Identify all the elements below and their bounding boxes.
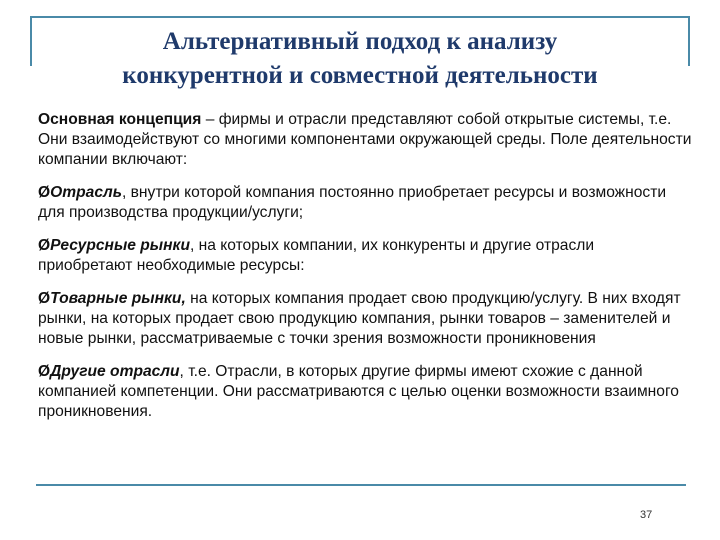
bullet-item	[38, 289, 692, 349]
slide-title-line-1: Альтернативный подход к анализу	[162, 28, 558, 55]
bullet-item	[38, 362, 692, 422]
arrow-bullet-icon: Ø	[38, 290, 51, 307]
frame-right-line	[688, 16, 690, 66]
title-frame	[0, 0, 720, 110]
slide-content	[38, 110, 692, 435]
bullet-term: Ресурсные рынки	[50, 237, 190, 254]
slide-title	[40, 25, 680, 93]
intro-term: Основная концепция	[38, 111, 202, 128]
arrow-bullet-icon: Ø	[38, 237, 51, 254]
frame-top-line	[30, 16, 690, 18]
bullet-term: Другие отрасли	[50, 363, 180, 380]
intro-paragraph	[38, 110, 692, 170]
bullet-text: , на которых компании, их конкуренты и другие отрасли приобретают необходимые ресурсы:	[38, 237, 595, 274]
arrow-bullet-icon: Ø	[38, 184, 51, 201]
intro-text: – фирмы и отрасли представляют собой открытые системы, т.е. Они взаимодействуют со многими компонентами окружающей среды. Поле деятельности компании включают:	[38, 111, 692, 168]
page-number: 37	[640, 509, 653, 521]
arrow-bullet-icon: Ø	[38, 363, 51, 380]
frame-left-line	[30, 16, 32, 66]
bullet-item	[38, 183, 692, 223]
bullet-text: на которых компания продает свою продукцию/услугу. В них входят рынки, на которых продает свою продукцию компания, рынки товаров – заменителей и новые рынки, рассматриваемые с точки зрения возможности проникновения	[38, 290, 681, 347]
bullet-term: Отрасль	[50, 184, 122, 201]
bottom-divider	[36, 484, 686, 486]
bullet-text: , внутри которой компания постоянно приобретает ресурсы и возможности для производства продукции/услуги;	[38, 184, 667, 221]
bullet-term: Товарные рынки,	[50, 290, 186, 307]
slide-title-line-2: конкурентной и совместной деятельности	[122, 62, 598, 89]
bullet-text: , т.е. Отрасли, в которых другие фирмы имеют схожие с данной компанией компетенции. Они рассматриваются с целью оценки возможности взаимного проникновения.	[38, 363, 679, 420]
bullet-item	[38, 236, 692, 276]
